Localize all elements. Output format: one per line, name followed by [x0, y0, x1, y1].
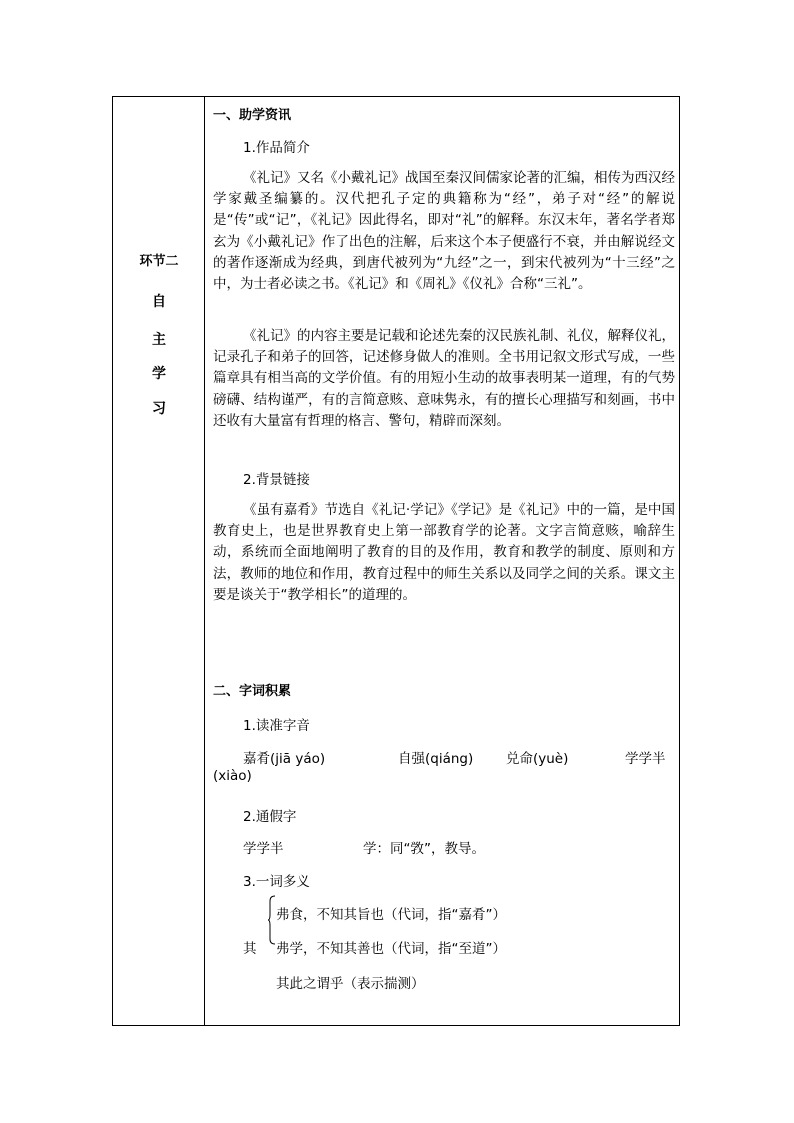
stage-char-2: 主	[152, 332, 166, 348]
stage-column	[113, 97, 205, 1025]
yici-item-3: 其此之谓乎（表示揣测）	[276, 976, 425, 992]
pinyin-item-4: 学学半	[625, 751, 666, 767]
stage-char-3: 学	[152, 366, 166, 382]
section2-sub1: 1.读准字音	[243, 718, 310, 734]
stage-char-4: 习	[152, 401, 166, 417]
section1-para3: 《虽有嘉肴》节选自《礼记·学记》《学记》是《礼记》中的一篇，是中国教育史上，也是世界教育史上第一部教育学的论著。文字言简意赅，喻辞生动，系统而全面地阐明了教育的目的及作用，教育和教学的制度、原则和方法，教师的地位和作用，教育过程中的师生关系以及同学之间的关系。课文主要是谈关于“教学相长”的道理的。	[213, 502, 675, 603]
section1-heading: 一、助学资讯	[213, 108, 292, 123]
section1-para2: 《礼记》的内容主要是记载和论述先秦的汉民族礼制、礼仪，解释仪礼，记录孔子和弟子的回答，记述修身做人的准则。全书用记叙文形式写成，一些篇章具有相当高的文学价值。有的用短小生动的故事表明某一道理，有的气势磅礴、结构谨严，有的言简意赅、意味隽永，有的擅长心理描写和刻画，书中还收有大量富有哲理的格言、警句，精辟而深刻。	[213, 328, 675, 429]
yici-char: 其	[243, 941, 257, 957]
tongjia-word: 学学半	[243, 841, 284, 857]
section2-heading: 二、字词积累	[213, 684, 292, 699]
section1-sub1: 1.作品简介	[243, 140, 310, 156]
content-table	[112, 96, 680, 1026]
pinyin-item-5: (xiào)	[213, 768, 252, 784]
pinyin-item-1: 嘉肴(jiā yáo)	[243, 751, 326, 767]
section1-para1: 《礼记》又名《小戴礼记》战国至秦汉间儒家论著的汇编，相传为西汉经学家戴圣编纂的。汉代把孔子定的典籍称为“经”，弟子对“经”的解说是“传”或“记”，《礼记》因此得名，即对“礼”的解释。东汉末年，著名学者郑玄为《小戴礼记》作了出色的注解，后来这个本子便盛行不衰，并由解说经文的著作逐渐成为经典，到唐代被列为“九经”之一，到宋代被列为“十三经”之中，为士者必读之书。《礼记》和《周礼》《仪礼》合称“三礼”。	[213, 170, 675, 293]
stage-title: 环节二	[139, 254, 179, 269]
tongjia-note: 学：同“敩”，教导。	[363, 841, 485, 857]
brace-icon	[268, 895, 276, 945]
yici-item-1: 弗食，不知其旨也（代词，指“嘉肴”）	[276, 907, 506, 923]
pinyin-item-3: 兑命(yuè)	[506, 751, 569, 767]
section2-sub2: 2.通假字	[243, 809, 297, 825]
section1-sub2: 2.背景链接	[243, 472, 310, 488]
pinyin-item-2: 自强(qiáng)	[398, 751, 474, 767]
yici-item-2: 弗学，不知其善也（代词，指“至道”）	[276, 941, 506, 957]
section2-sub3: 3.一词多义	[243, 874, 310, 890]
stage-char-1: 自	[152, 294, 166, 310]
